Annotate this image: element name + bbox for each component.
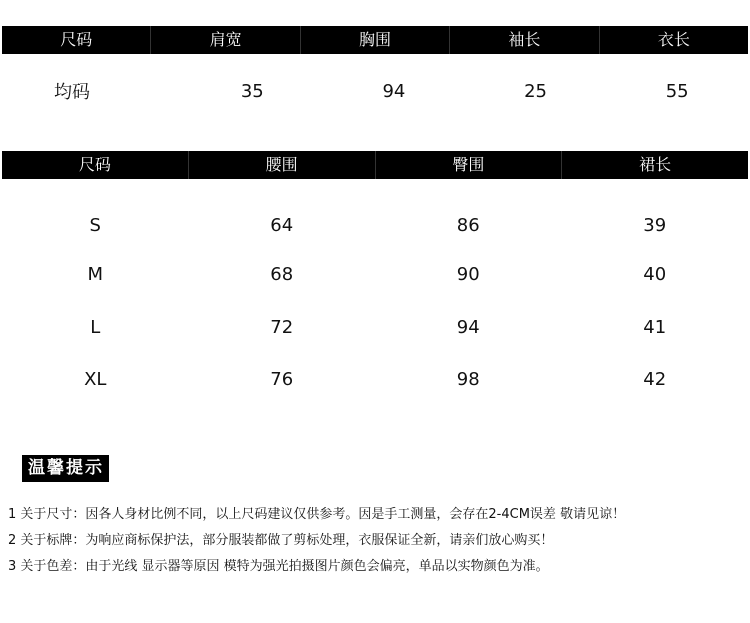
tips-notes: [8, 502, 743, 580]
table-row: [2, 212, 748, 238]
length-cell: 55: [665, 80, 689, 102]
hip-cell: 94: [456, 316, 480, 338]
tips-title: 温馨提示: [22, 455, 109, 482]
size-cell: 均码: [54, 82, 90, 103]
size-cell: XL: [84, 368, 107, 390]
tip-line-size: 1 关于尺寸：因各人身材比例不同，以上尺码建议仅供参考。因是手工测量，会存在2-4CM误差 敬请见谅！: [8, 507, 626, 522]
header-waist: 腰围: [189, 151, 376, 179]
hip-cell: 86: [456, 214, 480, 236]
bottom-table-header: [2, 151, 748, 179]
top-table-header: [2, 26, 748, 54]
skirt-length-cell: 42: [643, 368, 667, 390]
sleeve-cell: 25: [524, 80, 547, 102]
waist-cell: 72: [270, 316, 294, 338]
skirt-length-cell: 40: [643, 263, 667, 285]
header-skirt-length: 裙长: [639, 155, 672, 174]
size-cell: S: [89, 214, 101, 236]
header-bust: 胸围: [301, 26, 450, 54]
header-sleeve-length: 袖长: [450, 26, 599, 54]
table-row: [2, 314, 748, 340]
waist-cell: 68: [270, 263, 294, 285]
waist-cell: 64: [270, 214, 294, 236]
header-hip: 臀围: [376, 151, 563, 179]
skirt-length-cell: 39: [643, 214, 667, 236]
hip-cell: 90: [456, 263, 480, 285]
header-size: 尺码: [2, 26, 151, 54]
size-cell: M: [87, 263, 104, 285]
header-garment-length: 衣长: [657, 30, 690, 49]
shoulder-cell: 35: [240, 80, 264, 102]
header-size: 尺码: [2, 151, 189, 179]
bust-cell: 94: [382, 80, 406, 102]
tip-line-label: 2 关于标牌：为响应商标保护法，部分服装都做了剪标处理，衣服保证全新，请亲们放心购买！: [8, 533, 554, 548]
table-row: [2, 261, 748, 287]
waist-cell: 76: [270, 368, 294, 390]
table-row: [2, 78, 748, 104]
skirt-length-cell: 41: [643, 316, 667, 338]
hip-cell: 98: [456, 368, 480, 390]
size-cell: L: [90, 316, 101, 338]
table-row: [2, 366, 748, 392]
tip-line-color: 3 关于色差：由于光线 显示器等原因 模特为强光拍摄图片颜色会偏亮，单品以实物颜色为准。: [8, 559, 549, 574]
header-shoulder-width: 肩宽: [151, 26, 300, 54]
